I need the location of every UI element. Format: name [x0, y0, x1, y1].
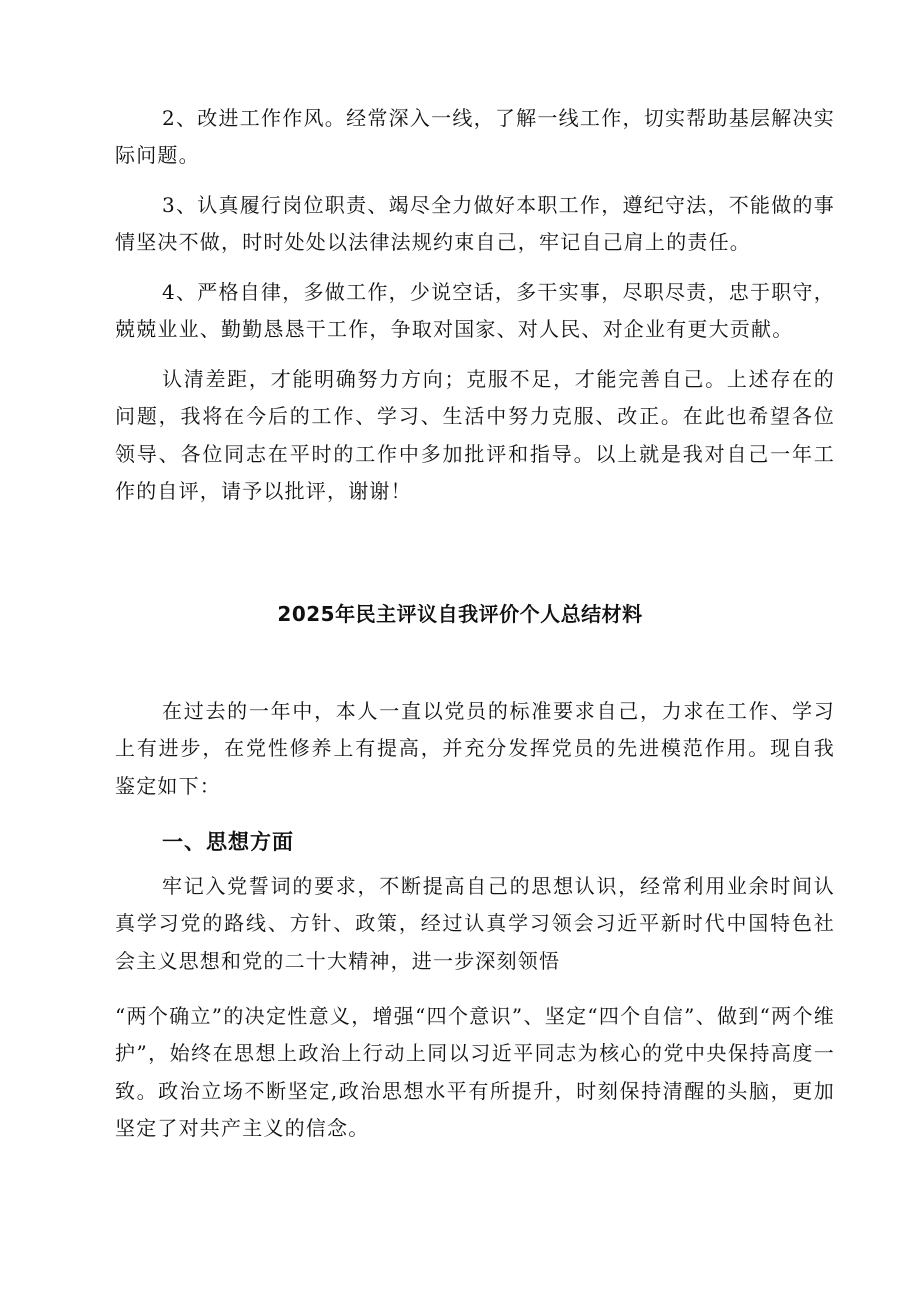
document-title: 2025年民主评议自我评价个人总结材料 — [277, 602, 643, 626]
section-paragraph-2: “两个确立”的决定性意义，增强“四个意识”、坚定“四个自信”、做到“两个维护”，始终在思想上政治上行动上同以习近平同志为核心的党中央保持高度一致。政治立场不断坚定,政治思想水平有所提升，时刻保持清醒的头脑，更加坚定了对共产主义的信念。 — [115, 1004, 835, 1141]
section-heading: 一、思想方面 — [162, 830, 294, 854]
intro-paragraph: 在过去的一年中，本人一直以党员的标准要求自己，力求在工作、学习上有进步，在党性修养上有提高，并充分发挥党员的先进模范作用。现自我鉴定如下： — [115, 699, 835, 798]
paragraph-item-3: 3、认真履行岗位职责、竭尽全力做好本职工作，遵纪守法，不能做的事情坚决不做，时时处处以法律法规约束自己，牢记自己肩上的责任。 — [115, 193, 835, 255]
section-paragraph-1: 牢记入党誓词的要求，不断提高自己的思想认识，经常利用业余时间认真学习党的路线、方针、政策，经过认真学习领会习近平新时代中国特色社会主义思想和党的二十大精神，进一步深刻领悟 — [115, 874, 835, 973]
paragraph-item-4: 4、严格自律，多做工作，少说空话，多干实事，尽职尽责，忠于职守，兢兢业业、勤勤恳恳干工作，争取对国家、对人民、对企业有更大贡献。 — [115, 280, 835, 342]
paragraph-closing: 认清差距，才能明确努力方向；克服不足，才能完善自己。上述存在的问题，我将在今后的工作、学习、生活中努力克服、改正。在此也希望各位领导、各位同志在平时的工作中多加批评和指导。以上就是我对自己一年工作的自评，请予以批评，谢谢！ — [115, 367, 835, 504]
paragraph-item-2: 2、改进工作作风。经常深入一线，了解一线工作，切实帮助基层解决实际问题。 — [115, 106, 835, 168]
